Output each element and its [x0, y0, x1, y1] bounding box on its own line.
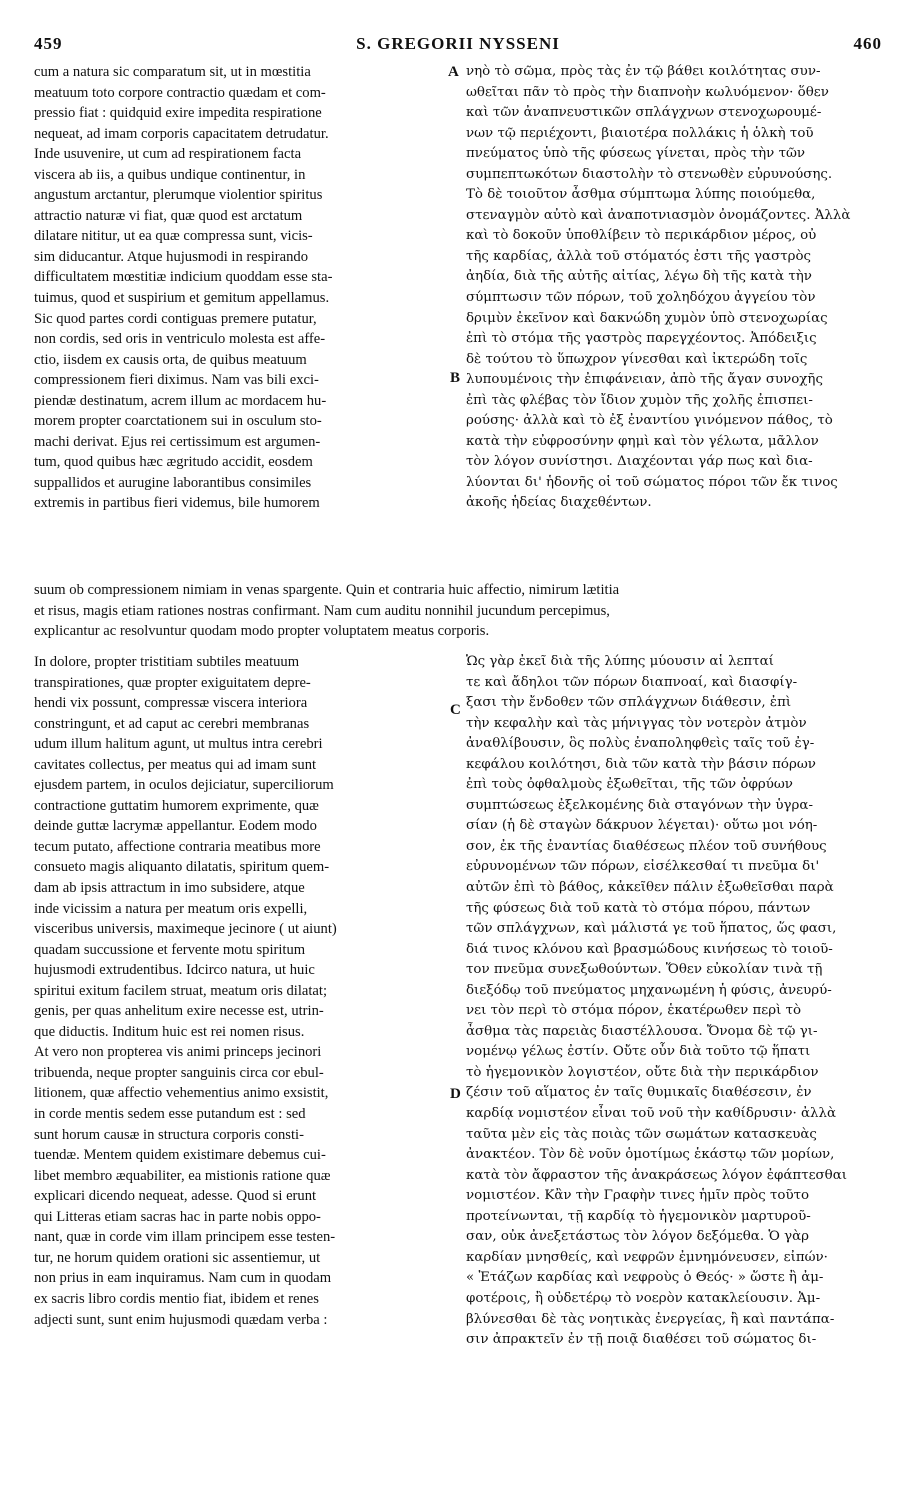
greek-text-line: εὐρυνομένων τῶν πόρων, εἰσέλκεσθαί τι πνεῦμα δι': [466, 859, 820, 875]
latin-text-line: contractione guttatim humorem exprimente, quæ: [34, 797, 319, 814]
latin-text-line: suppallidos et aurugine laborantibus consimiles: [34, 474, 312, 491]
latin-text-line: Sic quod partes cordi contiguas premere putatur,: [34, 310, 317, 327]
latin-text-line: tecum putato, affectione contraria meatibus more: [34, 838, 321, 855]
latin-text-line: dam ab ipsis attractum in imo subsidere, atque: [34, 880, 305, 897]
latin-text-line: quadam succussione et fervente motu spiritum: [34, 941, 306, 958]
latin-text-line: pressio fiat : quidquid exire impedita respiratione: [34, 105, 322, 122]
greek-text-line: ἆσθμα τὰς παρειὰς διαστέλλουσα. Ὄνομα δὲ τῷ γι-: [466, 1023, 818, 1039]
latin-text-line: viscera ab iis, a quibus undique continentur, in: [34, 166, 306, 183]
greek-text-line: κατὰ τὴν εὐφροσύνην φημὶ καὶ τὸν γέλωτα, μᾶλλον: [466, 433, 819, 449]
latin-text-line: cavitates collectus, per meatus qui ad imam sunt: [34, 756, 317, 773]
section-marker-b: B: [450, 370, 461, 386]
greek-text-line: ἀνακτέον. Τὸν δὲ νοῦν ὁμοτίμως ἑκάστῳ τῶν μορίων,: [466, 1147, 835, 1163]
greek-text-line: ἐπὶ τὰς φλέβας τὸν ἴδιον χυμὸν τῆς χολῆς ἐπισπει-: [466, 392, 813, 408]
greek-text-line: δριμὺν ἐκεῖνον καὶ δακνώδη χυμὸν ὑπὸ στενοχωρίας: [466, 310, 828, 326]
latin-text-line: genis, per quas anhelitum exire necesse est, utrin-: [34, 1003, 324, 1020]
latin-column-block-1: [34, 62, 446, 514]
latin-text-line: attractio naturæ vi fiat, quæ quod est arctatum: [34, 207, 303, 224]
greek-text-line: νηὸ τὸ σῶμα, πρὸς τὰς ἐν τῷ βάθει κοιλότητας συν-: [466, 64, 821, 79]
latin-text-line: sim diducantur. Atque hujusmodi in respirando: [34, 248, 309, 265]
latin-text-line: que diductis. Inditum huic est rei nomen risus.: [34, 1023, 305, 1040]
greek-text-line: ἀηδία, διὰ τῆς αὐτῆς αἰτίας, λέγω δὴ τῆς κατὰ τὴν: [466, 269, 812, 285]
greek-text-line: συμπτώσεως ἐξελκομένης διὰ σταγόνων τὴν ὑγρα-: [466, 797, 813, 813]
latin-column-block-2: [34, 652, 446, 1330]
latin-text-line: explicari dicendo nequeat, adesse. Quod si erunt: [34, 1188, 317, 1205]
greek-text-line: τῆς καρδίας, ἀλλὰ τοῦ στόματός ἐστι τῆς γαστρὸς: [466, 248, 812, 264]
greek-text-line: διά τινος κλόνου καὶ βρασμώδους κινήσεως τὸ τοιοῦ-: [466, 941, 833, 957]
right-page-number: 460: [853, 34, 882, 53]
greek-text-line: σίαν (ἡ δὲ σταγὼν δάκρυον λέγεται)· οὕτω μοι νόη-: [466, 818, 818, 834]
page-header: [34, 34, 882, 58]
greek-text-line: νομιστέον. Κἂν τὴν Γραφὴν τινες ἡμῖν πρὸς τοῦτο: [466, 1188, 810, 1204]
greek-text-line: σαν, οὐκ ἀνεξετάστως τὸν λόγον δεξόμεθα. Ὁ γὰρ: [466, 1229, 810, 1245]
greek-text-line: ξασι τὴν ἔνδοθεν τῶν σπλάγχνων διάθεσιν, ἐπὶ: [466, 695, 792, 711]
greek-text-line: ἐπὶ τὸ στόμα τῆς γαστρὸς παρεγχέοντος. Ἀπόδειξις: [466, 331, 817, 347]
latin-text-line: transpirationes, quæ propter exiguitatem depre-: [34, 674, 311, 691]
latin-text-line: consueto magis aliquanto dilatatis, spiritum quem-: [34, 859, 330, 876]
greek-text-line: νομένῳ γέλως ἐστίν. Οὔτε οὖν διὰ τοῦτο τῷ ἥπατι: [466, 1044, 811, 1060]
greek-text-line: φοτέροις, ἢ οὐδετέρῳ τὸ νοερὸν κατακλείουσιν. Ἀμ-: [466, 1290, 821, 1306]
greek-text-line: νει τὸν περὶ τὸ στόμα πόρον, ἑκατέρωθεν περὶ τὸ: [466, 1003, 802, 1019]
running-title: S. GREGORII NYSSENI: [356, 34, 560, 53]
greek-text-line: σιν ἀπρακτεῖν ἐν τῇ ποιᾷ διαθέσει τοῦ σώματος δι-: [466, 1332, 817, 1348]
latin-text-line: udum illum halitum agunt, ut multus intra cerebri: [34, 736, 323, 753]
left-page-number: 459: [34, 34, 63, 53]
latin-text-line: tuendæ. Mentem quidem existimare debemus cui-: [34, 1147, 326, 1164]
latin-text-line: Inde usuvenire, ut cum ad respirationem facta: [34, 146, 302, 163]
latin-text-line: constringunt, et ad caput ac cerebri membranas: [34, 715, 310, 732]
greek-text-line: προτείνωνται, τῇ καρδίᾳ τὸ ἡγεμονικὸν μαρτυροῦ-: [466, 1208, 811, 1224]
latin-text-line: At vero non propterea vis animi princeps jecinori: [34, 1044, 322, 1061]
latin-text-line: ejusdem partem, in oculos dejiciatur, superciliorum: [34, 777, 334, 794]
greek-text-line: σύμπτωσιν τῶν πόρων, τοῦ χοληδόχου ἀγγείου τὸν: [466, 290, 816, 306]
latin-text-line: piendæ destinatum, acrem illum ac mordacem hu-: [34, 392, 327, 409]
latin-text-line: nant, quæ in corde vim illam principem esse testen-: [34, 1229, 336, 1246]
latin-text-line: non cordis, sed oris in ventriculo molesta est affe-: [34, 331, 326, 348]
latin-text-line: adjecti sunt, sunt enim hujusmodi quædam verba :: [34, 1311, 328, 1328]
greek-text-line: κατὰ τὸν ἄφραστον τῆς ἀνακράσεως λόγον ἐφάπτεσθαι: [466, 1167, 848, 1183]
latin-text-line: non prius in eam inquiramus. Nam cum in quodam: [34, 1270, 332, 1287]
latin-text-line: litionem, quæ affectio vehementius animo exsistit,: [34, 1085, 329, 1102]
latin-text-line: cum a natura sic comparatum sit, ut in mœstitia: [34, 64, 311, 80]
greek-text-line: καὶ τῶν ἀναπνευστικῶν σπλάγχνων στενοχωρουμέ-: [466, 105, 822, 121]
latin-text-line: deinde guttæ lacrymæ appellantur. Eodem modo: [34, 818, 317, 835]
greek-text-line: ρούσης· ἀλλὰ καὶ τὸ ἐξ ἐναντίου γινόμενον πάθος, τὸ: [466, 413, 833, 429]
greek-text-line: τὸ ἡγεμονικὸν λογιστέον, οὔτε διὰ τὴν περικάρδιον: [466, 1064, 819, 1080]
greek-column-block-2: [466, 652, 882, 1351]
greek-text-line: δὲ τούτου τὸ ὕπωχρον γίνεσθαι καὶ ἰκτερώδη τοῖς: [466, 351, 808, 367]
latin-text-line: visceribus universis, maximeque jecinore ( ut aiunt): [34, 921, 337, 938]
latin-text-line: qui Litteras etiam sacras hac in parte nobis oppo-: [34, 1208, 321, 1225]
latin-text-line: difficultatem mœstitiæ indicium quoddam esse sta-: [34, 269, 333, 286]
latin-text-line: explicantur ac resolvuntur quodam modo propter voluptatem meatus corporis.: [34, 623, 490, 640]
latin-text-line: ctio, iisdem ex causis orta, de quibus meatuum: [34, 351, 307, 368]
latin-text-line: compressionem fieri diximus. Nam vas bili exci-: [34, 372, 319, 389]
greek-text-line: τὸν λόγον συνίστησι. Διαχέονται γάρ πως καὶ δια-: [466, 454, 813, 470]
latin-text-line: hendi vix possunt, compressæ viscera interiora: [34, 695, 308, 712]
greek-text-line: κεφάλου κοιλότησι, διὰ τῶν κατὰ τὴν βάσιν πόρων: [466, 756, 816, 772]
greek-text-line: ζέσιν τοῦ αἵματος ἐν ταῖς θυμικαῖς διαθέσεσιν, ἐν: [466, 1085, 812, 1101]
latin-full-width-text: [34, 580, 882, 642]
greek-text-line: « Ἐτάζων καρδίας καὶ νεφροὺς ὁ Θεός· » ὥστε ἢ ἀμ-: [466, 1270, 824, 1286]
greek-text-line: διεξόδῳ τοῦ πνεύματος μηχανωμένη ἡ φύσις, ἀνευρύ-: [466, 982, 832, 998]
greek-text-line: ἐπὶ τοὺς ὀφθαλμοὺς ἐξωθεῖται, τῆς τῶν ὀφρύων: [466, 777, 793, 793]
greek-text-line: σον, ἐκ τῆς ἐναντίας διαθέσεως πλέον τοῦ συνήθους: [466, 838, 827, 854]
greek-text-line: τῆς φύσεως διὰ τοῦ κατὰ τὸ στόμα πόρου, πάντων: [466, 900, 811, 916]
greek-text-line: τον πνεῦμα συνεξωθούντων. Ὅθεν εὐκολίαν τινὰ τῇ: [466, 962, 823, 978]
greek-text-line: ωθεῖται πᾶν τὸ πρὸς τὴν διαπνοὴν κωλυόμενον· ὅθεν: [466, 84, 829, 100]
latin-text-line: tuimus, quod et suspirium et gemitum appellamus.: [34, 290, 330, 307]
latin-text-line: nequeat, ad imam corporis capacitatem detrudatur.: [34, 125, 329, 142]
section-marker-a: A: [448, 64, 459, 80]
greek-text-line: καρδίαν μνησθείς, καὶ νεφρῶν ἐμνημόνευσεν, εἰπών·: [466, 1249, 828, 1265]
greek-column-block-1: [466, 62, 882, 514]
latin-text-line: extremis in partibus fieri videmus, bile humorem: [34, 495, 320, 512]
latin-text-line: machi derivat. Ejus rei certissimum est argumen-: [34, 433, 321, 450]
latin-text-line: tribuenda, neque propter sanguinis circa cor ebul-: [34, 1064, 324, 1081]
greek-text-line: τῶν σπλάγχνων, καὶ μάλιστά γε τοῦ ἥπατος, ὥς φασι,: [466, 921, 837, 937]
section-marker-d: D: [450, 1086, 461, 1102]
latin-text-line: sunt horum causæ in structura corporis consti-: [34, 1126, 304, 1143]
greek-text-line: πνεύματος ὑπὸ τῆς φύσεως γίνεται, πρὸς τὴν τῶν: [466, 146, 806, 162]
greek-text-line: βλύνεσθαι δὲ τὰς νοητικὰς ἐνεργείας, ἢ καὶ παντάπα-: [466, 1311, 835, 1327]
greek-text-line: τὴν κεφαλὴν καὶ τὰς μήνιγγας τὸν νοτερὸν ἀτμὸν: [466, 715, 807, 731]
greek-text-line: στεναγμὸν αὐτὸ καὶ ἀναποτνιασμὸν ὀνομάζοντες. Ἀλλὰ: [466, 207, 851, 223]
latin-text-line: ex sacris libro cordis mentio fiat, ibidem et renes: [34, 1290, 319, 1307]
latin-text-line: tur, ne horum quidem orationi sic assentiemur, ut: [34, 1249, 321, 1266]
greek-text-line: Τὸ δὲ τοιοῦτον ἆσθμα σύμπτωμα λύπης ποιούμεθα,: [466, 187, 816, 203]
greek-text-line: συμπεπτωκότων διαστολὴν τὸ στενωθὲν εὐρυνούσης.: [466, 166, 833, 182]
greek-text-line: καὶ τὸ δοκοῦν ὑποθλίβειν τὸ περικάρδιον μέρος, οὐ: [466, 228, 817, 244]
greek-text-line: Ὡς γὰρ ἐκεῖ διὰ τῆς λύπης μύουσιν αἱ λεπταί: [466, 654, 774, 669]
latin-text-line: et risus, magis etiam rationes nostras confirmant. Nam cum auditu nonnihil jucundum percepimus,: [34, 602, 610, 619]
section-marker-c: C: [450, 702, 461, 718]
greek-text-line: λυπουμένοις τὴν ἐπιφάνειαν, ἀπὸ τῆς ἄγαν συνοχῆς: [466, 372, 823, 388]
greek-text-line: λύονται δι' ἡδονῆς οἱ τοῦ σώματος πόροι τῶν ἔκ τινος: [466, 474, 838, 490]
latin-text-line: inde vicissim a natura per meatum oris expelli,: [34, 900, 308, 917]
latin-text-line: libet membro æquabiliter, ea mistionis ratione quæ: [34, 1167, 331, 1184]
latin-text-line: dilatare nititur, ut ea quæ compressa sunt, vicis-: [34, 228, 313, 245]
latin-text-line: suum ob compressionem nimiam in venas spargente. Quin et contraria huic affectio, nimirum lætitia: [34, 582, 620, 598]
latin-text-line: In dolore, propter tristitiam subtiles meatuum: [34, 654, 300, 670]
greek-text-line: τε καὶ ἄδηλοι τῶν πόρων διαπνοαί, καὶ διασφίγ-: [466, 674, 798, 690]
latin-text-line: in corde mentis sedem esse putandum est : sed: [34, 1106, 306, 1123]
latin-text-line: spiritui exitum facilem struat, meatum oris dilatat;: [34, 982, 328, 999]
greek-text-line: ἀναθλίβουσιν, ὃς πολὺς ἐναποληφθεὶς ταῖς τοῦ ἐγ-: [466, 736, 815, 752]
latin-text-line: angustum arctantur, plerumque violentior spiritus: [34, 187, 323, 204]
greek-text-line: ἀκοῆς ἡδείας διαχεθέντων.: [466, 495, 652, 511]
latin-text-line: meatuum toto corpore contractio quædam et com-: [34, 84, 326, 101]
greek-text-line: καρδίᾳ νομιστέον εἶναι τοῦ νοῦ τὴν καθίδρυσιν· ἀλλὰ: [466, 1106, 837, 1122]
greek-text-line: ταῦτα μὲν εἰς τὰς ποιὰς τῶν σωμάτων κατασκευὰς: [466, 1126, 817, 1142]
latin-text-line: tum, quod quibus hæc ægritudo accidit, eosdem: [34, 454, 313, 471]
latin-text-line: morem propter coarctationem sui in osculum sto-: [34, 413, 322, 430]
greek-text-line: νων τῷ περιέχοντι, βιαιοτέρα πολλάκις ἡ ὁλκὴ τοῦ: [466, 125, 814, 141]
latin-text-line: hujusmodi extrudentibus. Idcirco natura, ut huic: [34, 962, 315, 979]
greek-text-line: αὐτῶν ἐπὶ τὸ βάθος, κἀκεῖθεν πάλιν ἐξωθεῖσθαι παρὰ: [466, 880, 834, 896]
